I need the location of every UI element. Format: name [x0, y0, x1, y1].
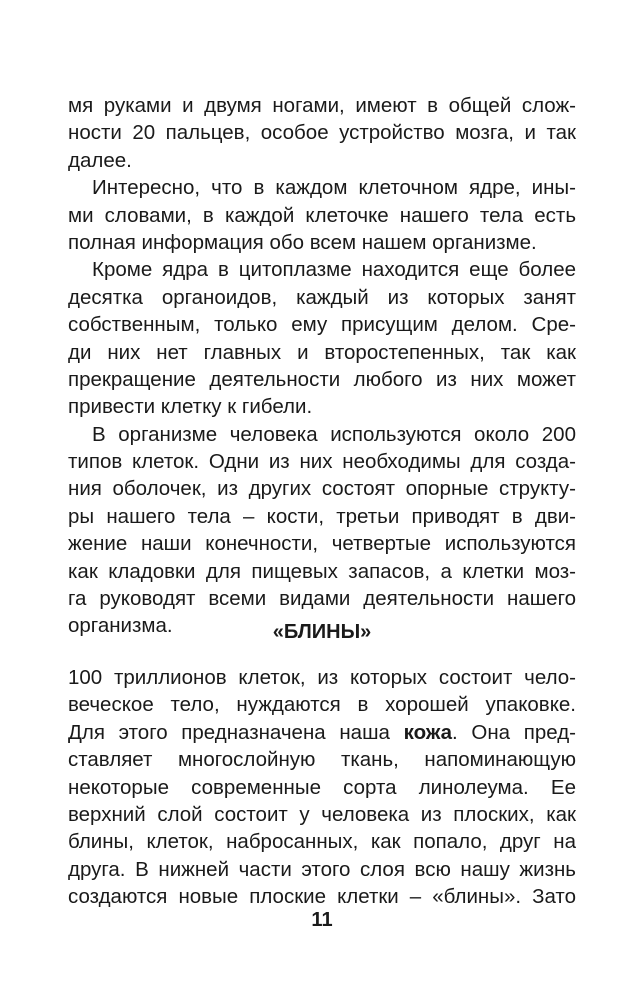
section-heading: «БЛИНЫ» — [272, 621, 372, 643]
text-line: далее. — [68, 148, 132, 172]
bold-term: кожа — [403, 720, 453, 744]
text-line: типов клеток. Одни из них необходимы для созда- — [68, 450, 576, 474]
text-line-with-bold — [68, 719, 576, 746]
body-text-section — [68, 664, 576, 911]
text-line: мя руками и двумя ногами, имеют в общей слож- — [68, 94, 576, 117]
text-line: собственным, только ему присущим делом. Сре- — [68, 313, 576, 337]
text-line: десятка органоидов, каждый из которых занят — [68, 285, 576, 309]
text-line: веческое тело, нуждаются в хорошей упаковке. — [68, 693, 576, 717]
text-line: как кладовки для пищевых запасов, а клетки моз- — [68, 559, 576, 583]
text-line: привести клетку к гибели. — [68, 395, 313, 419]
text-line: 100 триллионов клеток, из которых состоит чело- — [68, 666, 576, 689]
text-line: ми словами, в каждой клеточке нашего тела есть — [68, 203, 576, 227]
text-line: друга. В нижней части этого слоя всю нашу жизнь — [68, 857, 576, 881]
text-fragment: Для этого предназначена наша — [68, 720, 404, 744]
text-line: блины, клеток, набросанных, как попало, друг на — [68, 830, 576, 854]
text-line: ры нашего тела – кости, третьи приводят в дви- — [68, 504, 576, 528]
text-line: полная информация обо всем нашем организме. — [68, 230, 537, 254]
text-line: создаются новые плоские клетки – «блины». Зато — [68, 885, 576, 909]
page-number: 11 — [311, 909, 333, 931]
text-line: некоторые современные сорта линолеума. Ее — [68, 775, 576, 799]
text-line: Кроме ядра в цитоплазме находится еще более — [92, 258, 576, 282]
text-line: организма. — [68, 614, 173, 638]
text-line: Интересно, что в каждом клеточном ядре, ины- — [92, 176, 576, 200]
text-line: ди них нет главных и второстепенных, так как — [68, 340, 576, 364]
body-text-top — [68, 92, 576, 640]
text-line: жение наши конечности, четвертые используются — [68, 532, 576, 556]
text-line: верхний слой состоит у человека из плоских, как — [68, 802, 576, 826]
text-line: ности 20 пальцев, особое устройство мозга, и так — [68, 121, 576, 145]
text-fragment: . Она пред- — [452, 720, 576, 744]
text-line: прекращение деятельности любого из них может — [68, 367, 576, 391]
text-line: В организме человека используются около 200 — [92, 422, 576, 446]
text-line: ния оболочек, из других состоят опорные структу- — [68, 477, 576, 501]
text-line: ставляет многослойную ткань, напоминающую — [68, 748, 576, 772]
text-line: га руководят всеми видами деятельности нашего — [68, 587, 576, 611]
